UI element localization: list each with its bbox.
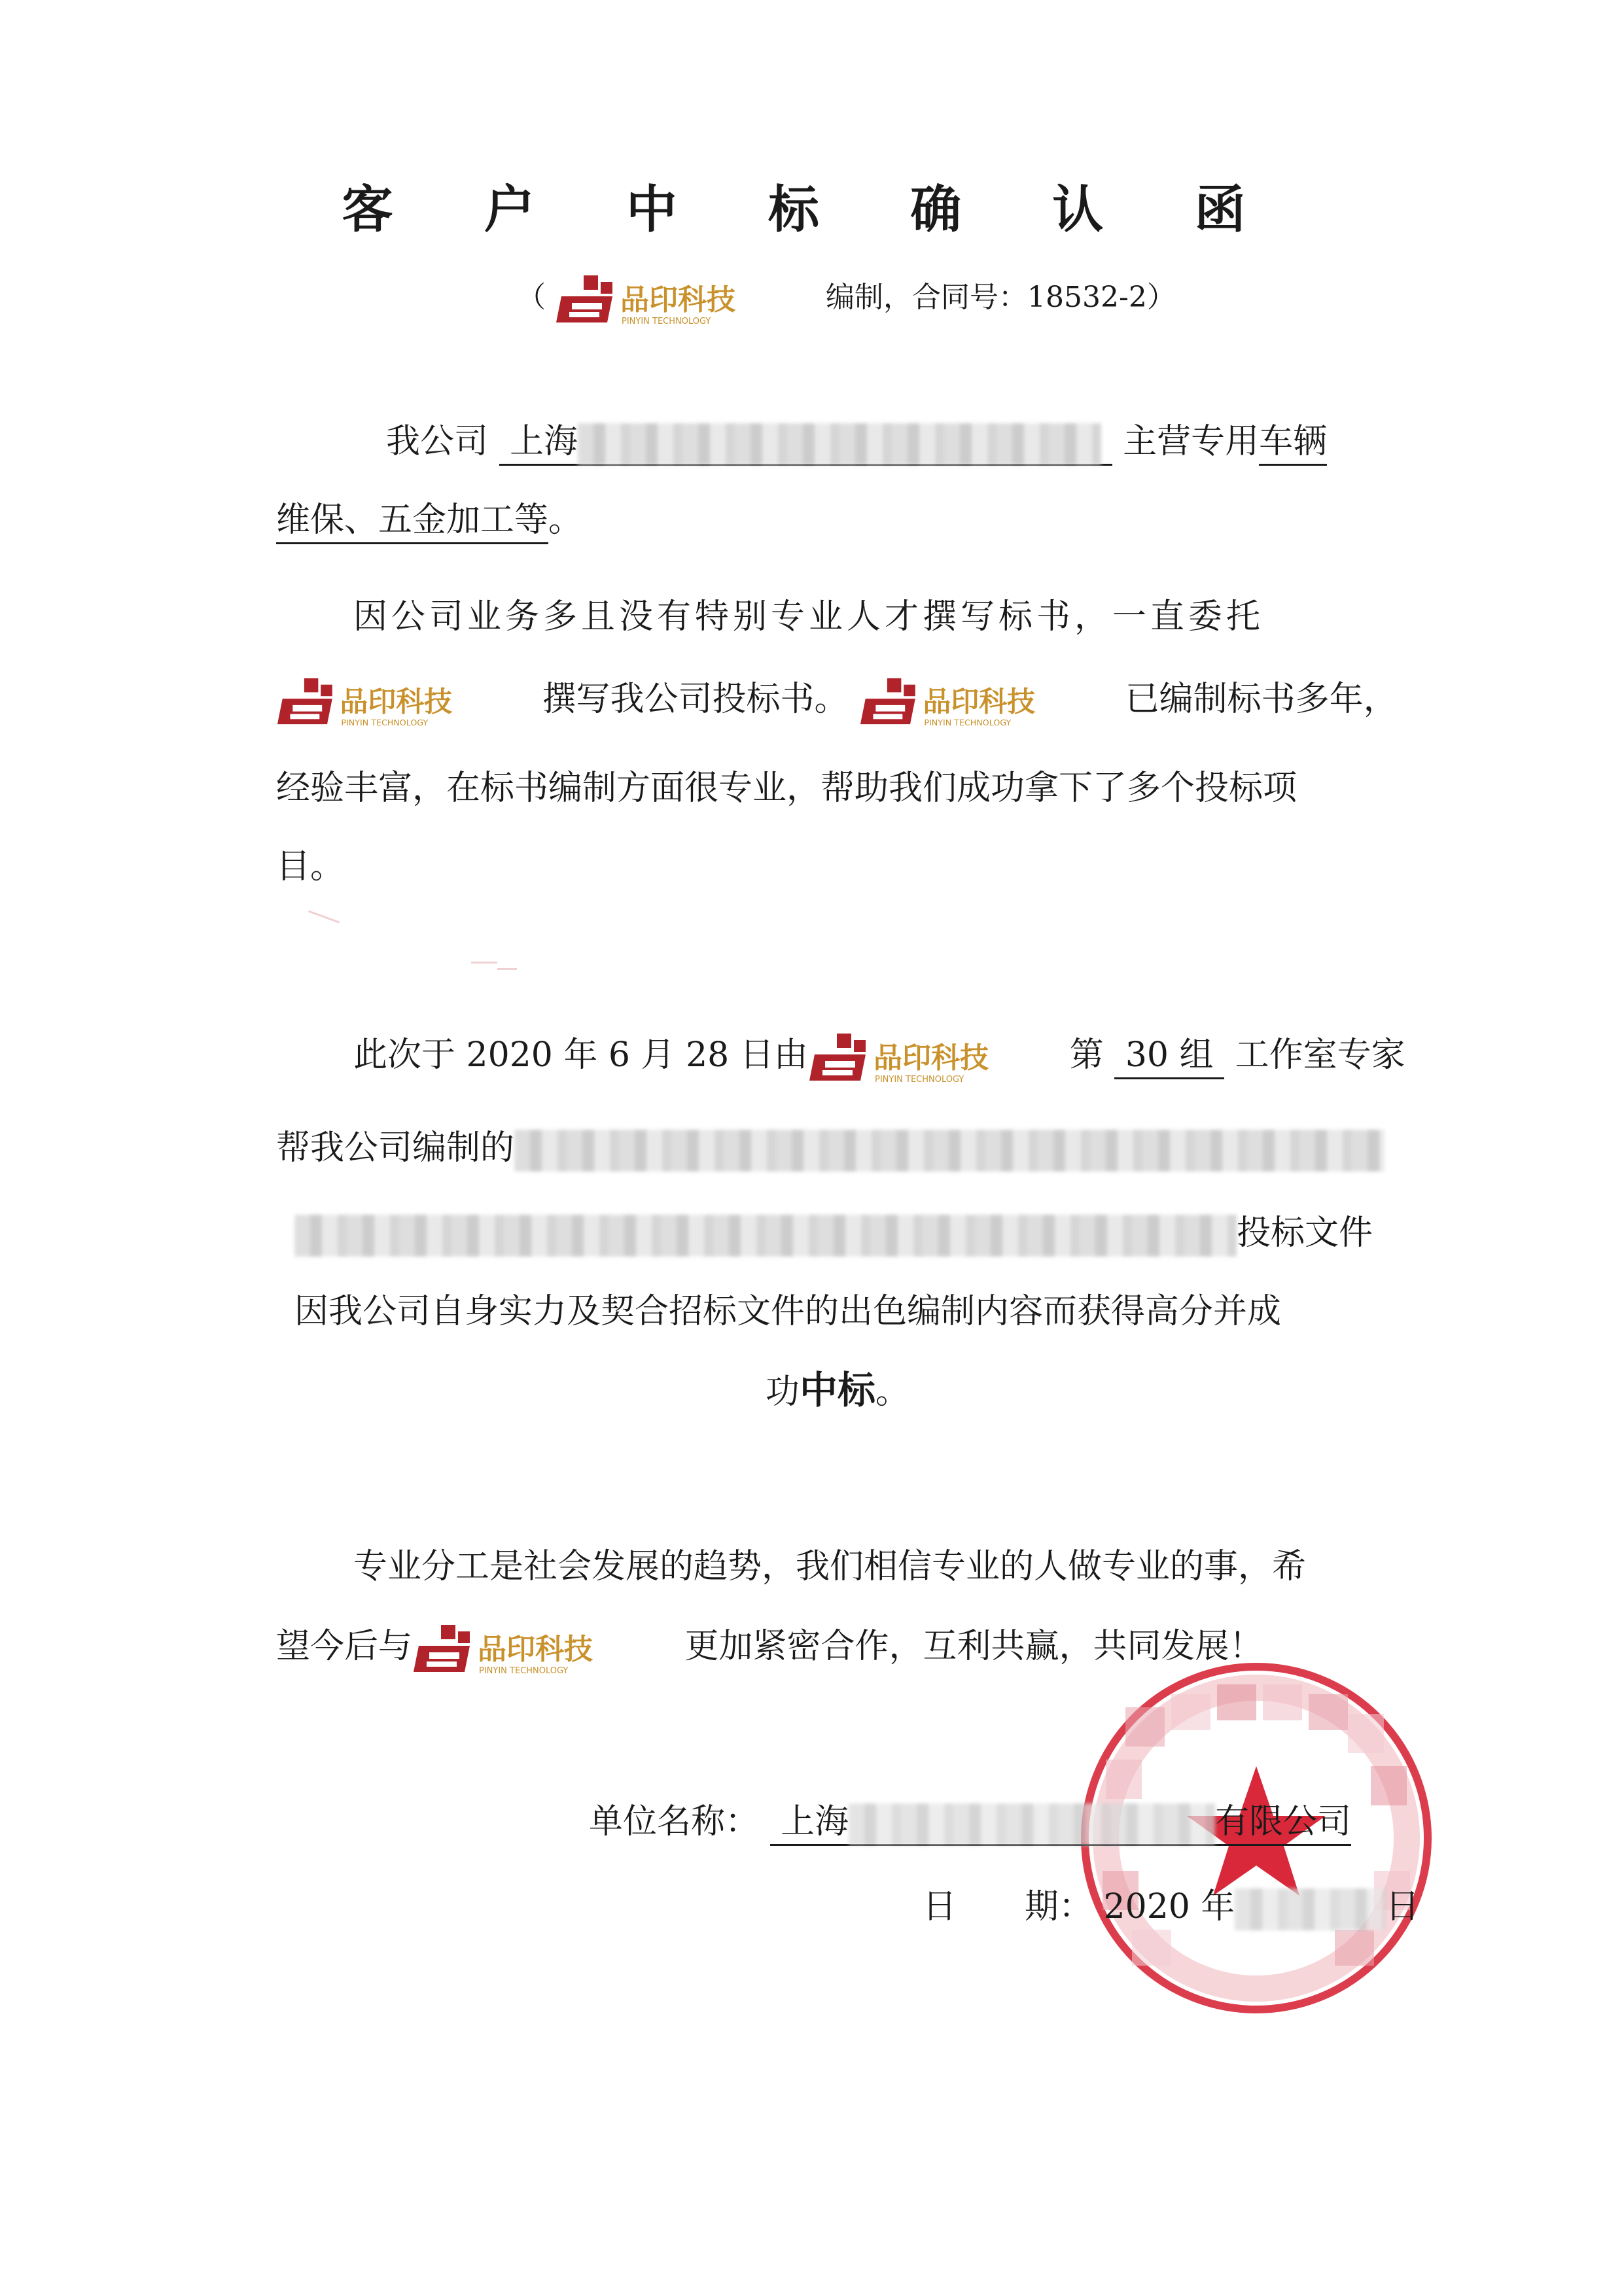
company-logo [808, 1028, 1070, 1087]
logo-name: 品印科技 [923, 686, 1036, 719]
subtitle [517, 268, 1176, 329]
signature-date [923, 1877, 1419, 1936]
document-title: 客 户 中 标 确 认 函 [342, 181, 1282, 239]
logo-name: 品印科技 [873, 1041, 989, 1075]
p2-line2a: 撰写我公司投标书。 [542, 680, 849, 719]
p1-company: 上海 [510, 422, 578, 461]
date-end: 日 [1385, 1887, 1420, 1926]
p1-line2 [276, 491, 582, 549]
logo-sub: PINYIN TECHNOLOGY [874, 1074, 964, 1085]
p4-line2b: 更加紧密合作，互利共赢，共同发展！ [684, 1627, 1263, 1666]
p2-line2 [276, 670, 1398, 731]
p3-line3 [294, 1204, 1373, 1262]
p2-line2b: 已编制标书多年， [1125, 680, 1398, 719]
ink-speck [308, 911, 340, 924]
p3-date: 此次于 2020 年 6 月 28 日由 [353, 1035, 808, 1075]
p3-line5 [766, 1361, 909, 1421]
p1-business1: 车辆 [1259, 422, 1327, 466]
redacted-date [1235, 1888, 1385, 1930]
ink-speck [497, 968, 517, 970]
p2-line1: 因公司业务多且没有特别专业人才撰写标书，一直委托 [353, 597, 1265, 636]
unit-name-start: 上海 [781, 1802, 849, 1841]
unit-name-end: 有限公司 [1215, 1802, 1352, 1841]
logo-sub: PINYIN TECHNOLOGY [479, 1665, 569, 1676]
p3-group-field [1114, 1035, 1224, 1079]
p1-prefix: 我公司 [386, 422, 489, 461]
p3-line1 [353, 1026, 1405, 1087]
p3-period: 。 [875, 1372, 910, 1412]
p1-company-field [499, 422, 1112, 466]
company-logo [412, 1620, 674, 1679]
subtitle-open: （ [517, 281, 546, 314]
p3-line3-text: 投标文件 [1237, 1213, 1373, 1253]
p3-line2-text: 帮我公司编制的 [276, 1128, 515, 1168]
logo-sub: PINYIN TECHNOLOGY [622, 316, 711, 326]
logo-sub: PINYIN TECHNOLOGY [924, 717, 1012, 727]
p2-line4: 目。 [276, 847, 345, 886]
p1-line1 [386, 412, 1327, 471]
company-logo [859, 672, 1114, 731]
pinyin-logo-icon [859, 672, 1114, 731]
p4-line1: 专业分工是社会发展的趋势，我们相信专业的人做专业的事，希 [353, 1547, 1307, 1586]
p3-zhongbiao: 中标 [800, 1368, 876, 1412]
logo-name: 品印科技 [620, 283, 735, 317]
redacted-project-name [514, 1130, 1385, 1172]
p3-line2 [276, 1119, 1385, 1177]
redacted-project-name-2 [294, 1215, 1237, 1257]
unit-label: 单位名称： [589, 1802, 760, 1841]
p3-group: 30 组 [1125, 1035, 1214, 1075]
company-logo [276, 672, 531, 731]
date-label: 日 期： [923, 1887, 1093, 1926]
company-logo [555, 270, 817, 329]
logo-sub: PINYIN TECHNOLOGY [341, 717, 429, 727]
unit-name-field [770, 1802, 1352, 1846]
subtitle-suffix: 编制，合同号：18532-2） [826, 281, 1176, 314]
pinyin-logo-icon [808, 1028, 1070, 1087]
p1-middle: 主营专用 [1123, 422, 1260, 461]
p2-line3: 经验丰富，在标书编制方面很专业，帮助我们成功拿下了多个投标项 [276, 769, 1297, 808]
p3-gong: 功 [766, 1372, 800, 1412]
pinyin-logo-icon [276, 672, 531, 731]
redacted-company [578, 423, 1101, 465]
p3-line4: 因我公司自身实力及契合招标文件的出色编制内容而获得高分并成 [294, 1292, 1282, 1331]
p3-di: 第 [1069, 1035, 1104, 1075]
ink-speck [471, 962, 497, 964]
p1-end: 。 [548, 500, 583, 540]
p4-line2a: 望今后与 [276, 1627, 413, 1666]
redacted-unit-name [849, 1803, 1215, 1845]
logo-name: 品印科技 [340, 686, 453, 719]
signature-unit [589, 1792, 1351, 1851]
p3-studio: 工作室专家 [1235, 1035, 1405, 1075]
pinyin-logo-icon [555, 270, 817, 329]
logo-name: 品印科技 [478, 1632, 593, 1666]
pinyin-logo-icon [412, 1620, 674, 1679]
p1-business2: 维保、五金加工等 [276, 500, 548, 544]
date-year: 2020 年 [1103, 1887, 1235, 1926]
